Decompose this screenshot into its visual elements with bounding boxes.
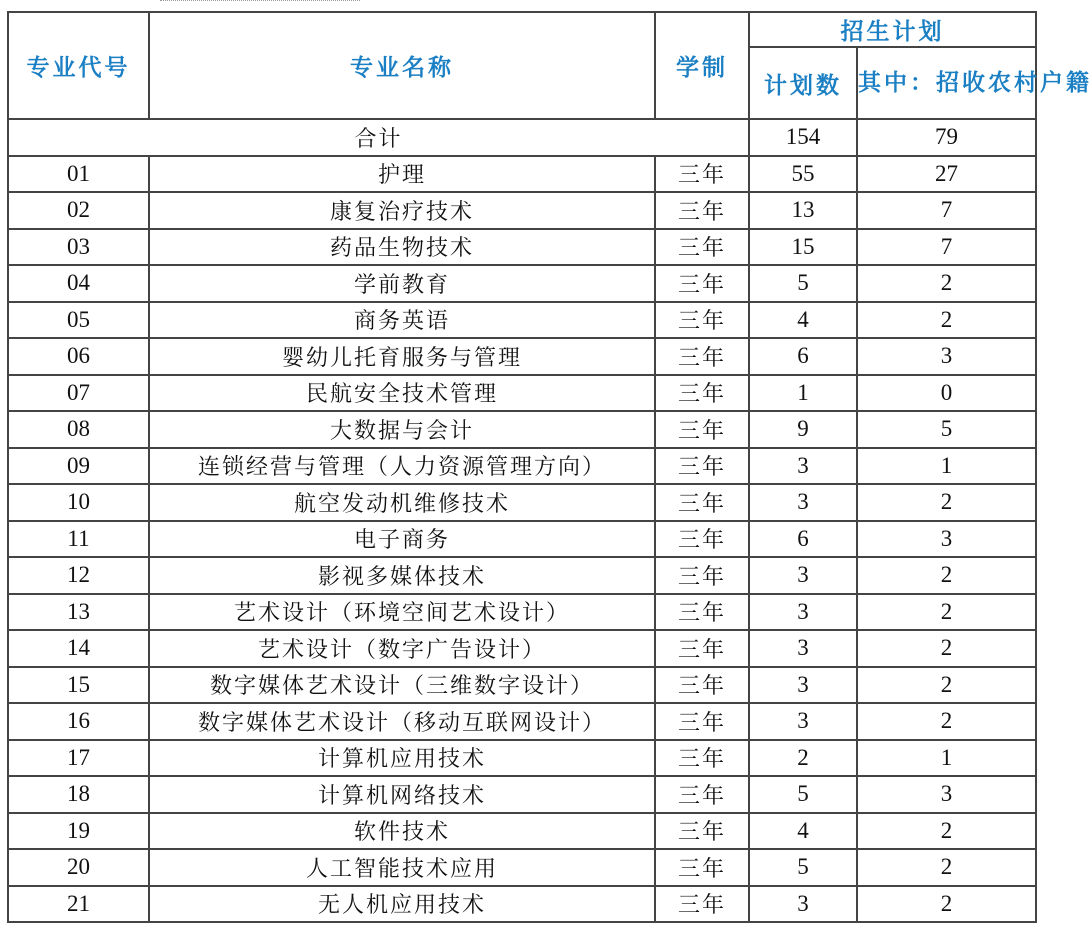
major-code-cell: 14 xyxy=(8,630,149,667)
major-name-cell: 药品生物技术 xyxy=(149,229,655,266)
major-code-cell: 06 xyxy=(8,338,149,375)
plan-count-cell: 3 xyxy=(749,667,857,704)
duration-cell: 三年 xyxy=(655,776,749,813)
major-code-cell: 17 xyxy=(8,740,149,777)
major-code-cell: 03 xyxy=(8,229,149,266)
plan-count-cell: 3 xyxy=(749,594,857,631)
plan-count-cell: 4 xyxy=(749,813,857,850)
total-rural: 79 xyxy=(857,119,1036,156)
plan-count-cell: 3 xyxy=(749,886,857,923)
table-row xyxy=(8,776,1036,813)
major-name-cell: 影视多媒体技术 xyxy=(149,557,655,594)
duration-cell: 三年 xyxy=(655,192,749,229)
rural-count-cell: 0 xyxy=(857,375,1036,412)
table-row xyxy=(8,484,1036,521)
major-name-cell: 人工智能技术应用 xyxy=(149,849,655,886)
plan-count-cell: 3 xyxy=(749,448,857,485)
table-row xyxy=(8,594,1036,631)
duration-cell: 三年 xyxy=(655,849,749,886)
major-name-cell: 软件技术 xyxy=(149,813,655,850)
duration-cell: 三年 xyxy=(655,594,749,631)
table-header xyxy=(8,12,1092,119)
duration-cell: 三年 xyxy=(655,813,749,850)
rural-count-cell: 2 xyxy=(857,849,1036,886)
major-code-cell: 16 xyxy=(8,703,149,740)
major-name-cell: 计算机应用技术 xyxy=(149,740,655,777)
plan-count-cell: 6 xyxy=(749,521,857,558)
major-code-cell: 08 xyxy=(8,411,149,448)
plan-count-cell: 5 xyxy=(749,265,857,302)
major-code-cell: 21 xyxy=(8,886,149,923)
duration-cell: 三年 xyxy=(655,448,749,485)
rural-count-cell: 7 xyxy=(857,192,1036,229)
rural-count-cell: 2 xyxy=(857,886,1036,923)
major-name-cell: 航空发动机维修技术 xyxy=(149,484,655,521)
plan-count-cell: 9 xyxy=(749,411,857,448)
plan-count-cell: 5 xyxy=(749,849,857,886)
rural-count-cell: 27 xyxy=(857,156,1036,193)
major-code-cell: 18 xyxy=(8,776,149,813)
table-row xyxy=(8,557,1036,594)
duration-cell: 三年 xyxy=(655,375,749,412)
plan-count-cell: 15 xyxy=(749,229,857,266)
table-row xyxy=(8,302,1036,339)
plan-count-cell: 4 xyxy=(749,302,857,339)
plan-count-cell: 6 xyxy=(749,338,857,375)
major-name-cell: 婴幼儿托育服务与管理 xyxy=(149,338,655,375)
rural-count-cell: 2 xyxy=(857,557,1036,594)
rural-count-cell: 3 xyxy=(857,521,1036,558)
rural-count-cell: 7 xyxy=(857,229,1036,266)
major-code-cell: 09 xyxy=(8,448,149,485)
major-code-cell: 19 xyxy=(8,813,149,850)
table-row xyxy=(8,265,1036,302)
duration-cell: 三年 xyxy=(655,740,749,777)
table-row xyxy=(8,448,1036,485)
header-name: 专业名称 xyxy=(149,12,655,119)
table-row xyxy=(8,630,1036,667)
duration-cell: 三年 xyxy=(655,156,749,193)
table-row xyxy=(8,813,1036,850)
rural-count-cell: 1 xyxy=(857,740,1036,777)
table-row xyxy=(8,411,1036,448)
header-plan-count: 计划数 xyxy=(749,47,857,119)
major-code-cell: 20 xyxy=(8,849,149,886)
major-name-cell: 大数据与会计 xyxy=(149,411,655,448)
major-name-cell: 商务英语 xyxy=(149,302,655,339)
major-name-cell: 艺术设计（数字广告设计） xyxy=(149,630,655,667)
plan-count-cell: 3 xyxy=(749,703,857,740)
duration-cell: 三年 xyxy=(655,411,749,448)
duration-cell: 三年 xyxy=(655,265,749,302)
rural-count-cell: 2 xyxy=(857,703,1036,740)
major-code-cell: 02 xyxy=(8,192,149,229)
top-divider xyxy=(160,0,360,3)
plan-count-cell: 13 xyxy=(749,192,857,229)
table-row xyxy=(8,192,1036,229)
plan-count-cell: 3 xyxy=(749,630,857,667)
duration-cell: 三年 xyxy=(655,338,749,375)
rural-count-cell: 2 xyxy=(857,630,1036,667)
table-row xyxy=(8,338,1036,375)
duration-cell: 三年 xyxy=(655,229,749,266)
rural-count-cell: 5 xyxy=(857,411,1036,448)
table-row xyxy=(8,740,1036,777)
major-name-cell: 无人机应用技术 xyxy=(149,886,655,923)
major-name-cell: 计算机网络技术 xyxy=(149,776,655,813)
header-code: 专业代号 xyxy=(8,12,149,119)
header-plan-group: 招生计划 xyxy=(749,12,1036,47)
plan-count-cell: 3 xyxy=(749,557,857,594)
plan-count-cell: 1 xyxy=(749,375,857,412)
major-code-cell: 01 xyxy=(8,156,149,193)
duration-cell: 三年 xyxy=(655,302,749,339)
rural-count-cell: 3 xyxy=(857,338,1036,375)
major-code-cell: 11 xyxy=(8,521,149,558)
table-body xyxy=(8,119,1036,922)
plan-count-cell: 3 xyxy=(749,484,857,521)
rural-count-cell: 2 xyxy=(857,667,1036,704)
rural-count-cell: 2 xyxy=(857,302,1036,339)
plan-count-cell: 2 xyxy=(749,740,857,777)
major-name-cell: 护理 xyxy=(149,156,655,193)
major-code-cell: 13 xyxy=(8,594,149,631)
rural-count-cell: 2 xyxy=(857,594,1036,631)
major-name-cell: 民航安全技术管理 xyxy=(149,375,655,412)
major-name-cell: 康复治疗技术 xyxy=(149,192,655,229)
plan-count-cell: 55 xyxy=(749,156,857,193)
rural-count-cell: 2 xyxy=(857,265,1036,302)
major-code-cell: 10 xyxy=(8,484,149,521)
major-code-cell: 05 xyxy=(8,302,149,339)
rural-count-cell: 2 xyxy=(857,813,1036,850)
major-name-cell: 连锁经营与管理（人力资源管理方向） xyxy=(149,448,655,485)
enrollment-plan-table xyxy=(7,11,1092,923)
duration-cell: 三年 xyxy=(655,886,749,923)
total-plan: 154 xyxy=(749,119,857,156)
duration-cell: 三年 xyxy=(655,703,749,740)
header-duration: 学制 xyxy=(655,12,749,119)
major-name-cell: 电子商务 xyxy=(149,521,655,558)
major-name-cell: 学前教育 xyxy=(149,265,655,302)
table-row xyxy=(8,229,1036,266)
rural-count-cell: 3 xyxy=(857,776,1036,813)
duration-cell: 三年 xyxy=(655,630,749,667)
table-row xyxy=(8,849,1036,886)
major-code-cell: 07 xyxy=(8,375,149,412)
plan-count-cell: 5 xyxy=(749,776,857,813)
rural-count-cell: 2 xyxy=(857,484,1036,521)
major-name-cell: 数字媒体艺术设计（移动互联网设计） xyxy=(149,703,655,740)
duration-cell: 三年 xyxy=(655,667,749,704)
table-row xyxy=(8,886,1036,923)
major-name-cell: 艺术设计（环境空间艺术设计） xyxy=(149,594,655,631)
duration-cell: 三年 xyxy=(655,557,749,594)
rural-count-cell: 1 xyxy=(857,448,1036,485)
duration-cell: 三年 xyxy=(655,521,749,558)
header-rural: 其中：招收农村户籍 xyxy=(857,47,1036,119)
table-row xyxy=(8,521,1036,558)
table-row xyxy=(8,375,1036,412)
total-row xyxy=(8,119,1036,156)
major-code-cell: 15 xyxy=(8,667,149,704)
table-row xyxy=(8,156,1036,193)
major-name-cell: 数字媒体艺术设计（三维数字设计） xyxy=(149,667,655,704)
total-label: 合计 xyxy=(8,119,749,156)
duration-cell: 三年 xyxy=(655,484,749,521)
table-row xyxy=(8,667,1036,704)
major-code-cell: 12 xyxy=(8,557,149,594)
major-code-cell: 04 xyxy=(8,265,149,302)
table-row xyxy=(8,703,1036,740)
